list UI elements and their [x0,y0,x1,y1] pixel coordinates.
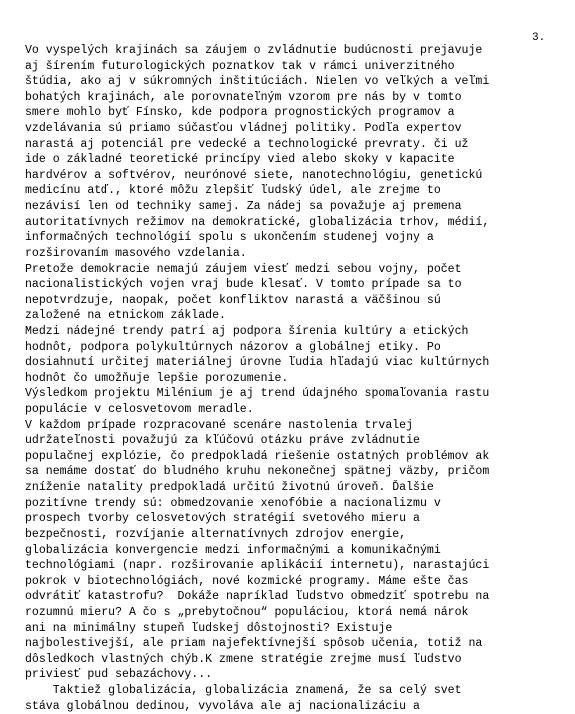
text-line: sa nemáme dostať do bludného kruhu nekonečnej spätnej väzby, pričom [25,465,490,479]
text-line: udržateľnosti považujú za kľúčovú otázku práve zvládnutie [25,434,420,448]
text-line: populácie v celosvetovom meradle. [25,403,254,417]
text-line: Taktiež globalizácia, globalizácia znamená, že sa celý svet [25,683,462,697]
page-number: 3. [532,32,546,44]
text-line: hodnôt, podpora polykultúrnych názorov a globálnej etiky. Po [25,340,441,354]
text-line: nepotvrdzuje, naopak, počet konfliktov narastá a väčšinou sú [25,293,441,307]
text-line: medicínu atď., ktoré môžu zlepšiť ľudský údel, ale zrejme to [25,184,441,198]
text-line: bohatých krajinách, ale porovnateľným vzorom pre nás by v tomto [25,90,462,104]
text-line: Medzi nádejné trendy patrí aj podpora šírenia kultúry a etických [25,324,469,338]
text-line: vzdelávania sú priamo súčasťou vládnej politiky. Podľa expertov [25,122,462,136]
text-line: smere mohlo byť Fínsko, kde podpora prognostických programov a [25,106,455,120]
text-line: Pretože demokracie nemajú záujem viesť medzi sebou vojny, počet [25,262,462,276]
text-line: nezávisí len od techniky samej. Za nádej sa považuje aj premena [25,200,462,214]
text-line: informačných technológií spolu s ukončením studenej vojny a [25,231,434,245]
text-line: ani na minimálny stupeň ľudskej dôstojnosti? Existuje [25,621,393,635]
text-line: technológiami (napr. rozširovanie aplikácií internetu), narastajúci [25,559,490,573]
text-line: pozitívne trendy sú: obmedzovanie xenofóbie a nacionalizmu v [25,496,441,510]
text-line: priviesť pud sebazáchovy... [25,668,213,682]
text-line: dôsledkoch vlastných chýb.K zmene stratégie zrejme musí ľudstvo [25,652,462,666]
text-line: Výsledkom projektu Milénium je aj trend údajného spomaľovania rastu [25,387,490,401]
text-line: Vo vyspelých krajinách sa záujem o zvládnutie budúcnosti prejavuje [25,44,483,57]
text-line: ide o základné teoretické princípy vied alebo skoky v kapacite [25,153,455,167]
text-line: nacionalistických vojen vraj bude klesať. V tomto prípade sa to [25,278,462,292]
text-line: najbolestivejší, ale priam najefektívnejší spôsob učenia, totiž na [25,637,483,651]
text-line: stáva globálnou dedinou, vyvoláva ale aj nacionalizáciu a [25,699,420,713]
text-line: pokrok v biotechnológiách, nové kozmické programy. Máme ešte čas [25,574,469,588]
text-line: rozumnú mieru? A čo s „prebytočnou“ populáciou, ktorá nemá nárok [25,605,469,619]
text-line: dosiahnutí určitej materiálnej úrovne ľudia hľadajú viac kultúrnych [25,356,490,370]
text-line: zníženie natality predpokladá určitú životnú úroveň. Ďalšie [25,481,434,495]
text-line: V každom prípade rozpracované scenáre nastolenia trvalej [25,418,414,432]
text-line: odvrátiť katastrofu? Dokáže napríklad ľudstvo obmedziť spotrebu na [25,590,490,604]
text-line: štúdia, ako aj v súkromných inštitúciách. Nielen vo veľkých a veľmi [25,75,490,89]
text-line: populačnej explózie, čo predpokladá riešenie ostatných problémov ak [25,449,490,463]
text-line: hardvérov a softvérov, neurónové siete, nanotechnológiu, genetickú [25,168,483,182]
text-line: rozširovaním masového vzdelania. [25,246,247,260]
text-line: hodnôt čo umožňuje lepšie porozumenie. [25,371,289,385]
text-line: narastá aj potenciál pre vedecké a technologické prevraty. či už [25,137,469,151]
text-line: aj šírením futurologických poznatkov tak v rámci univerzitného [25,59,455,73]
document-body-text [25,43,570,714]
text-line: založené na etnickom základe. [25,309,226,323]
text-line: prospech tvorby celosvetových stratégií svetového mieru a [25,512,420,526]
text-line: autoritatívnych režimov na demokratické, globalizácia trhov, médií, [25,215,490,229]
text-line: bezpečnosti, rozvíjanie alternatívnych zdrojov energie, [25,527,407,541]
text-line: globalizácia konvergencie medzi informačnými a komunikačnými [25,543,441,557]
